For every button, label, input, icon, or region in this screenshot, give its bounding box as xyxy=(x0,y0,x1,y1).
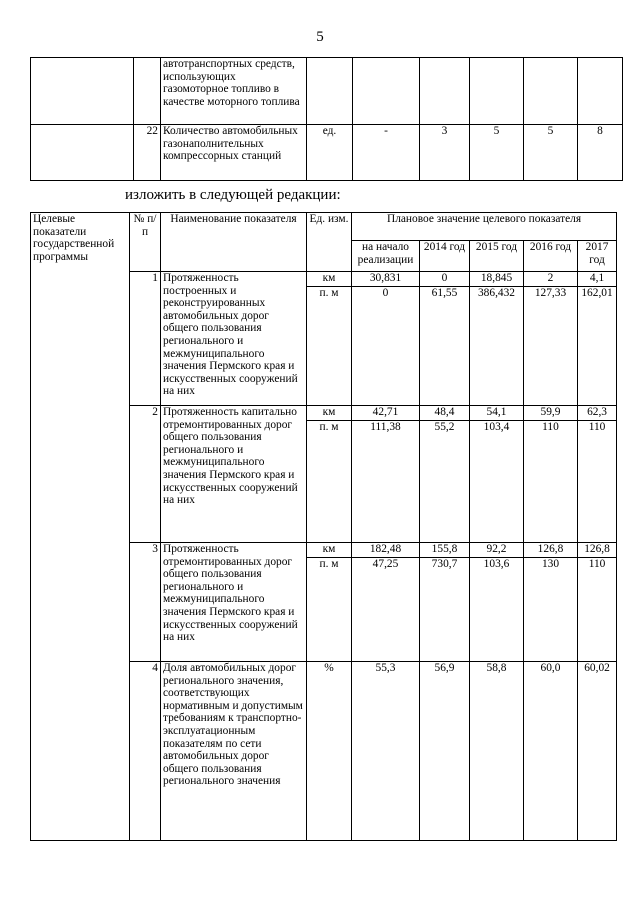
value-2016: 126,8 xyxy=(524,543,578,558)
header-row xyxy=(31,213,617,241)
page-number: 5 xyxy=(316,29,324,45)
base-value: 0 xyxy=(352,287,420,406)
year-2017-header: 2017 год xyxy=(578,241,617,272)
value-2015: 5 xyxy=(470,125,524,181)
value-2017 xyxy=(578,58,623,125)
value-2014: 3 xyxy=(420,125,470,181)
base-value xyxy=(353,58,420,125)
unit-cell: км xyxy=(307,543,352,558)
value-2017: 110 xyxy=(578,558,617,662)
value-2015: 54,1 xyxy=(470,406,524,421)
value-2015: 103,6 xyxy=(470,558,524,662)
value-2014: 0 xyxy=(420,272,470,287)
amendment-caption: изложить в следующей редакции: xyxy=(125,187,341,203)
indicator-name: Количество автомобильных газонаполнительных компрессорных станций xyxy=(161,125,307,181)
value-2014: 730,7 xyxy=(420,558,470,662)
value-2015: 58,8 xyxy=(470,662,524,841)
value-2017: 110 xyxy=(578,421,617,543)
value-2014: 61,55 xyxy=(420,287,470,406)
unit-cell: ед. xyxy=(307,125,353,181)
targets-header: Целевые показатели государственной программы xyxy=(31,213,130,841)
table-row xyxy=(31,125,623,181)
num-header: № п/п xyxy=(130,213,161,272)
value-2014: 56,9 xyxy=(420,662,470,841)
value-2017: 8 xyxy=(578,125,623,181)
row-number: 1 xyxy=(130,272,161,406)
year-2015-header: 2015 год xyxy=(470,241,524,272)
value-2016: 5 xyxy=(524,125,578,181)
unit-cell xyxy=(307,58,353,125)
base-header: на начало реализации xyxy=(352,241,420,272)
year-2014-header: 2014 год xyxy=(420,241,470,272)
unit-cell: км xyxy=(307,406,352,421)
unit-cell: п. м xyxy=(307,287,352,406)
indicator-name: Протяженность капитально отремонтированных дорог общего пользования регионального и межмуниципального значения Пермского края и искусственных сооружений на них xyxy=(161,406,307,543)
indicator-name: Протяженность отремонтированных дорог общего пользования регионального и межмуниципального значения Пермского края и искусственных сооружений на них xyxy=(161,543,307,662)
value-2015: 386,432 xyxy=(470,287,524,406)
base-value: 55,3 xyxy=(352,662,420,841)
indicator-name: автотранспортных средств, использующих газомоторное топливо в качестве моторного топлива xyxy=(161,58,307,125)
value-2014 xyxy=(420,58,470,125)
value-2017: 4,1 xyxy=(578,272,617,287)
row-number: 22 xyxy=(134,125,161,181)
indicator-name: Доля автомобильных дорог регионального значения, соответствующих нормативным и допустимым требованиям к транспортно-эксплуатационным показателям по сети автомобильных дорог общего пользования регионального значения xyxy=(161,662,307,841)
value-2017: 60,02 xyxy=(578,662,617,841)
unit-cell: п. м xyxy=(307,558,352,662)
row-number: 4 xyxy=(130,662,161,841)
unit-header: Ед. изм. xyxy=(307,213,352,272)
unit-cell: % xyxy=(307,662,352,841)
top-table xyxy=(30,57,623,181)
value-2015 xyxy=(470,58,524,125)
planned-header: Плановое значение целевого показателя xyxy=(352,213,617,241)
value-2016: 59,9 xyxy=(524,406,578,421)
value-2015: 18,845 xyxy=(470,272,524,287)
name-header: Наименование показателя xyxy=(161,213,307,272)
base-value: - xyxy=(353,125,420,181)
value-2017: 62,3 xyxy=(578,406,617,421)
value-2016: 60,0 xyxy=(524,662,578,841)
unit-cell: км xyxy=(307,272,352,287)
year-2016-header: 2016 год xyxy=(524,241,578,272)
value-2016: 2 xyxy=(524,272,578,287)
base-value: 42,71 xyxy=(352,406,420,421)
value-2014: 155,8 xyxy=(420,543,470,558)
main-table xyxy=(30,212,617,841)
value-2017: 162,01 xyxy=(578,287,617,406)
value-2015: 92,2 xyxy=(470,543,524,558)
row-number: 2 xyxy=(130,406,161,543)
base-value: 30,831 xyxy=(352,272,420,287)
value-2016: 110 xyxy=(524,421,578,543)
indicator-name: Протяженность построенных и реконструированных автомобильных дорог общего пользования регионального и межмуниципального значения Пермского края и искусственных сооружений на них xyxy=(161,272,307,406)
row-number: 3 xyxy=(130,543,161,662)
value-2015: 103,4 xyxy=(470,421,524,543)
base-value: 47,25 xyxy=(352,558,420,662)
row-number xyxy=(134,58,161,125)
value-2017: 126,8 xyxy=(578,543,617,558)
table-row xyxy=(31,58,623,125)
base-value: 182,48 xyxy=(352,543,420,558)
unit-cell: п. м xyxy=(307,421,352,543)
base-value: 111,38 xyxy=(352,421,420,543)
value-2014: 55,2 xyxy=(420,421,470,543)
value-2016: 127,33 xyxy=(524,287,578,406)
value-2016 xyxy=(524,58,578,125)
value-2016: 130 xyxy=(524,558,578,662)
value-2014: 48,4 xyxy=(420,406,470,421)
